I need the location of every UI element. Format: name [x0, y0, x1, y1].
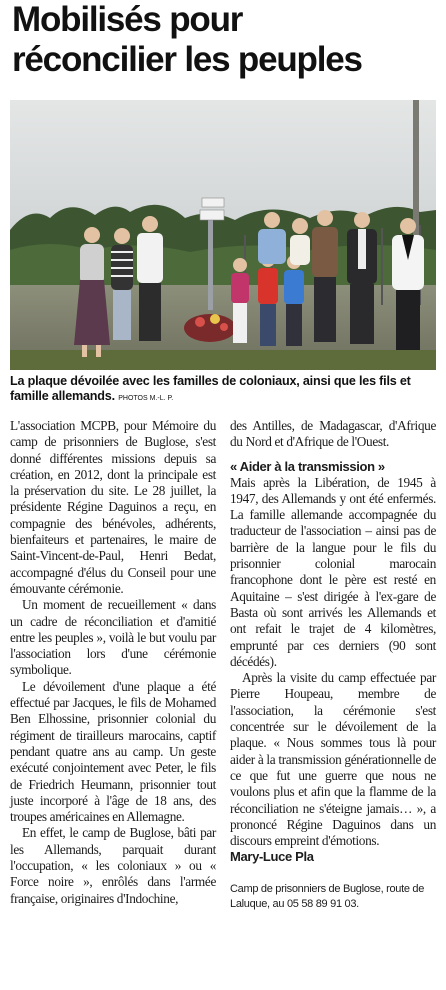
sign-bottom [200, 210, 224, 220]
ceremony-photo [10, 100, 436, 370]
caption-text: La plaque dévoilée avec les familles de coloniaux, ainsi que les fils et famille allemands. [10, 374, 411, 403]
sign-post [208, 215, 213, 310]
headline-line-2: réconcilier les peuples [12, 40, 362, 79]
paragraph: En effet, le camp de Buglose, bâti par les Allemands, parquait durant l'occupation, « les coloniaux » ou « Force noire », enrôlés dans l'armée française, originaires d'Indochine, [10, 825, 216, 906]
paragraph: Le dévoilement d'une plaque a été effectué par Jacques, le fils de Mohamed Ben Elhossine, prisonnier colonial du régiment de tirailleurs marocains, captif pendant quatre ans au camp. Un geste exécuté conjointement avec Peter, le fils de Friedrich Heumann, prisonnier tout juste incorporé à l'âge de 18 ans, des troupes américaines en Allemagne. [10, 678, 216, 825]
photo-caption [10, 374, 436, 406]
headline [12, 0, 442, 80]
paragraph: L'association MCPB, pour Mémoire du camp de prisonniers de Buglose, s'est donné différentes missions depuis sa création, en 2012, dont la principale est la préservation du site. Le 28 juillet, la présidente Régine Daguinos a reçu, en compagnie des bénévoles, adhérents, bienfaiteurs et partenaires, le maire de Saint-Vincent-de-Paul, Henri Bedat, accompagné d'élus du Conseil pour une émouvante cérémonie. [10, 418, 216, 596]
grass-strip [10, 350, 436, 370]
author-signature: Mary-Luce Pla [230, 849, 314, 865]
practical-info: Camp de prisonniers de Buglose, route de Laluque, au 05 58 89 91 03. [230, 883, 425, 911]
ceremony-photo-illustration [10, 100, 436, 370]
article-column-right [230, 418, 436, 912]
paragraph-continued: des Antilles, de Madagascar, d'Afrique du Nord et d'Afrique de l'Ouest. [230, 418, 436, 450]
photo-credit: PHOTOS M.-L. P. [118, 395, 174, 402]
section-subheading: « Aider à la transmission » [230, 458, 385, 474]
paragraph: Un moment de recueillement « dans un cadre de réconciliation et d'amitié entre les peuples », voilà le but voulu par l'association lors d'une cérémonie symbolique. [10, 597, 216, 678]
flower-wreath [184, 314, 236, 342]
article-column-left [10, 418, 216, 907]
paragraph: Mais après la Libération, de 1945 à 1947, des Allemands y ont été enfermés. La famille allemande accompagnée du traducteur de l'association – ainsi pas de barrière de la langue pour le fils du prisonnier colonial marocain francophone dont le père est resté en Aquitaine – s'est dirigée à l'ex-gare de Basta où sont arrivés les Allemands et ont refait le trajet de 4 kilomètres, emprunté par ces derniers (90 sont décédés). [230, 474, 436, 669]
sign-top [202, 198, 224, 207]
paragraph: Après la visite du camp effectuée par Pierre Houpeau, membre de l'association, la cérémonie s'est concentrée sur le dévoilement de la plaque. « Nous sommes tous là pour aider à la transmission générationnelle de ce que fut une guerre que nous ne voulons plus et afin que la flamme de la réconciliation ne s'éteigne jamais… », a prononcé Régine Daguinos dans un discours empreint d'émotions. [230, 670, 436, 849]
headline-line-1: Mobilisés pour [12, 0, 243, 39]
